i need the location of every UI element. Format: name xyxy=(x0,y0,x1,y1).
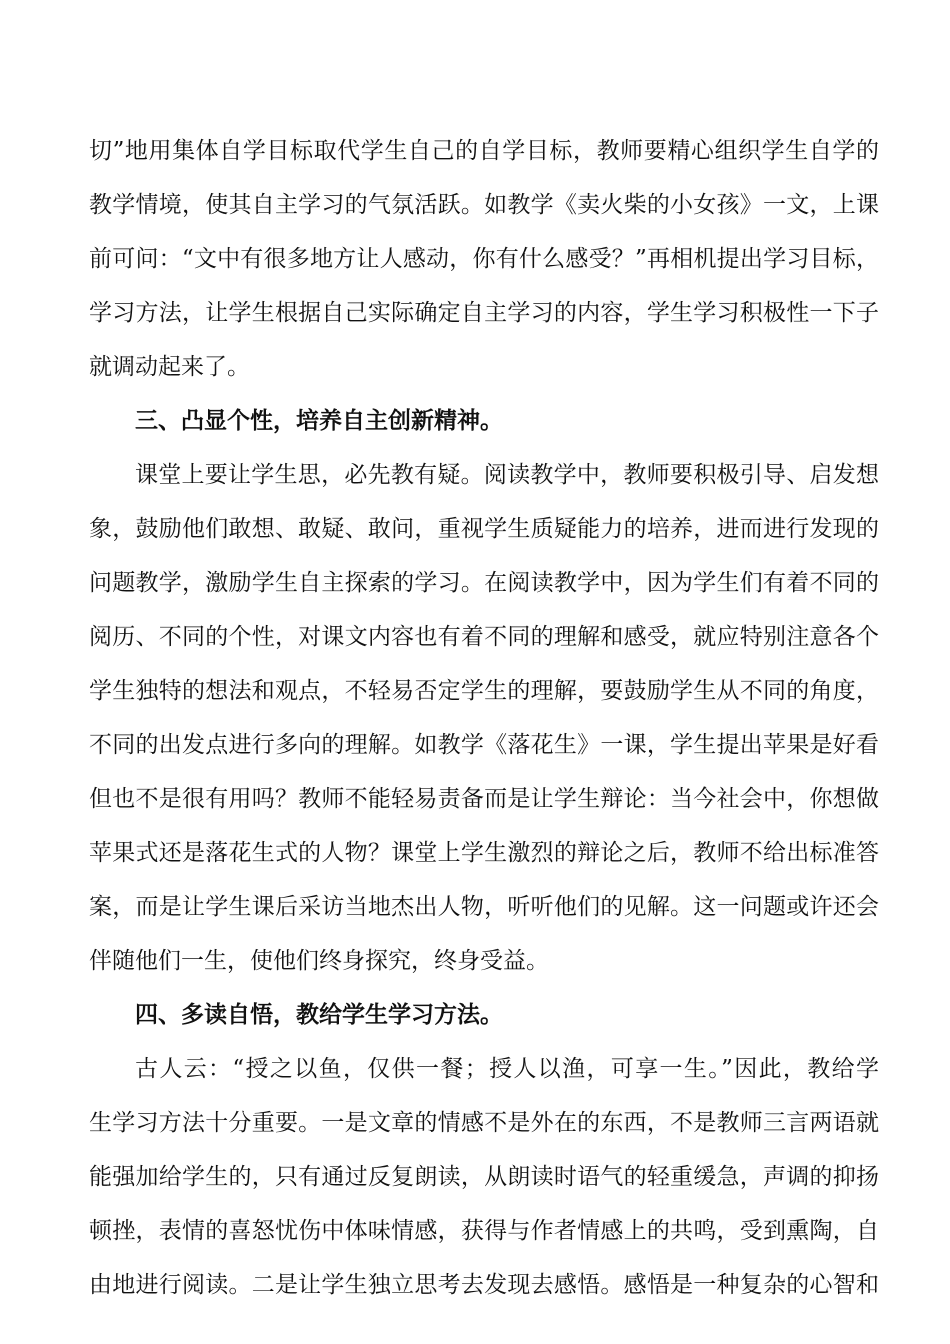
text-line: 古人云：“授之以鱼，仅供一餐；授人以渔，可享一生。”因此，教给学 xyxy=(135,1056,879,1082)
paragraph-continued xyxy=(89,124,879,394)
paragraph-section-4 xyxy=(89,1042,879,1312)
text-line: 由地进行阅读。二是让学生独立思考去发现去感悟。感悟是一种复杂的心智和 xyxy=(89,1272,879,1298)
document-body xyxy=(89,124,879,1312)
text-line: 案，而是让学生课后采访当地杰出人物，听听他们的见解。这一问题或许还会 xyxy=(89,894,879,920)
text-line: 但也不是很有用吗？教师不能轻易责备而是让学生辩论：当今社会中，你想做 xyxy=(89,786,879,812)
section-heading-3: 三、凸显个性，培养自主创新精神。 xyxy=(135,407,503,434)
text-line: 学生独特的想法和观点，不轻易否定学生的理解，要鼓励学生从不同的角度， xyxy=(89,678,879,704)
text-line: 学习方法，让学生根据自己实际确定自主学习的内容，学生学习积极性一下子 xyxy=(89,300,879,326)
text-line: 顿挫，表情的喜怒忧伤中体味情感，获得与作者情感上的共鸣，受到熏陶，自 xyxy=(89,1218,879,1244)
text-line: 伴随他们一生，使他们终身探究，终身受益。 xyxy=(89,948,549,974)
text-line: 阅历、不同的个性，对课文内容也有着不同的理解和感受，就应特别注意各个 xyxy=(89,624,879,650)
text-line: 切”地用集体自学目标取代学生自己的自学目标，教师要精心组织学生自学的 xyxy=(89,138,879,164)
text-line: 教学情境，使其自主学习的气氛活跃。如教学《卖火柴的小女孩》一文，上课 xyxy=(89,192,879,218)
text-line: 象，鼓励他们敢想、敢疑、敢问，重视学生质疑能力的培养，进而进行发现的 xyxy=(89,516,879,542)
text-line: 课堂上要让学生思，必先教有疑。阅读教学中，教师要积极引导、启发想 xyxy=(135,462,879,488)
text-line: 能强加给学生的，只有通过反复朗读，从朗读时语气的轻重缓急，声调的抑扬 xyxy=(89,1164,879,1190)
text-line: 苹果式还是落花生式的人物？课堂上学生激烈的辩论之后，教师不给出标准答 xyxy=(89,840,879,866)
text-line: 就调动起来了。 xyxy=(89,354,250,380)
paragraph-section-3 xyxy=(89,448,879,988)
section-heading-4: 四、多读自悟，教给学生学习方法。 xyxy=(135,1001,503,1028)
text-line: 生学习方法十分重要。一是文章的情感不是外在的东西，不是教师三言两语就 xyxy=(89,1110,879,1136)
text-line: 前可问：“文中有很多地方让人感动，你有什么感受？”再相机提出学习目标， xyxy=(89,246,879,272)
text-line: 问题教学，激励学生自主探索的学习。在阅读教学中，因为学生们有着不同的 xyxy=(89,570,879,596)
text-line: 不同的出发点进行多向的理解。如教学《落花生》一课，学生提出苹果是好看 xyxy=(89,732,879,758)
